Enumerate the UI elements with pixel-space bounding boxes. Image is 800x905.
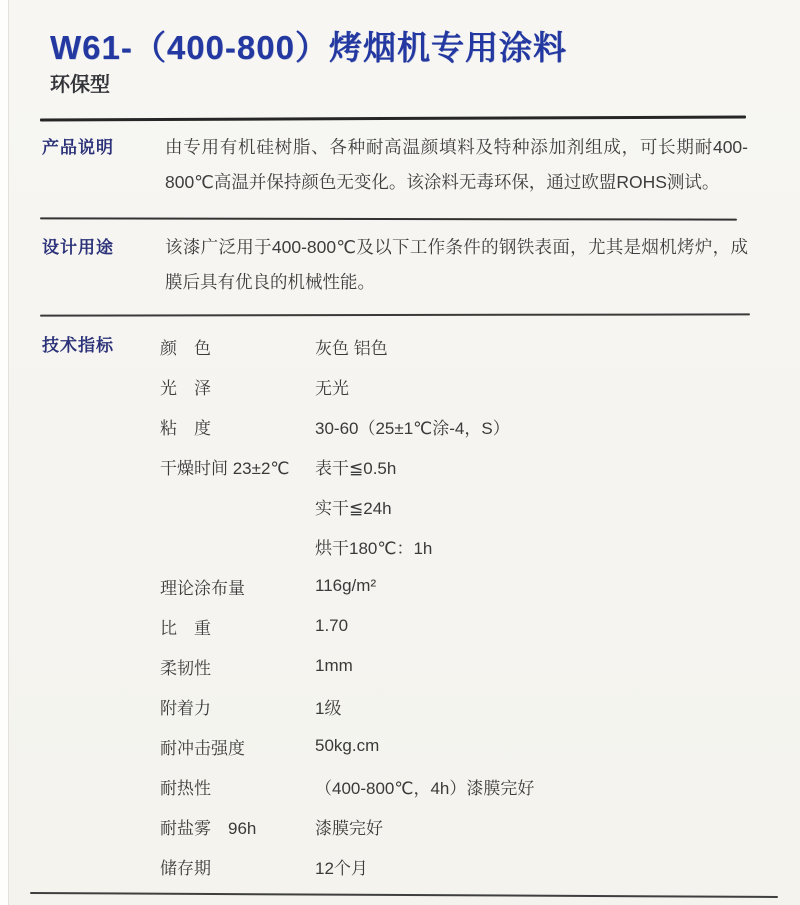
spec-value: 烘干180℃：1h: [315, 538, 433, 558]
spec-value: 无光: [315, 378, 349, 398]
spec-table: [160, 326, 760, 886]
section-label: 设计用途: [42, 238, 114, 257]
spec-row: [160, 846, 760, 886]
spec-name: 耐热性: [160, 778, 211, 798]
spec-row: [160, 806, 760, 846]
spec-row: [160, 406, 760, 446]
spec-name: 颜 色: [160, 338, 211, 358]
spec-value: 灰色 铝色: [315, 338, 388, 358]
scan-edge-strip: [0, 0, 9, 905]
section-technical-specs: [0, 316, 800, 886]
spec-row: [160, 606, 760, 646]
spec-row: [160, 326, 760, 366]
spec-value: 1.70: [315, 616, 349, 635]
spec-value: 漆膜完好: [315, 818, 383, 838]
spec-name: 耐冲击强度: [160, 738, 245, 758]
spec-row: [160, 446, 760, 486]
spec-value: 30-60（25±1℃涂-4，S）: [315, 418, 510, 438]
spec-name: 理论涂布量: [160, 578, 245, 598]
spec-name: 粘 度: [160, 418, 211, 438]
spec-value: （400-800℃，4h）漆膜完好: [315, 778, 535, 798]
spec-value: 表干≦0.5h: [315, 458, 397, 478]
spec-row: [160, 766, 760, 806]
section-text: 该漆广泛用于400-800℃及以下工作条件的钢铁表面，尤其是烟机烤炉，成膜后具有优良的机械性能。: [165, 237, 748, 292]
spec-row: [160, 526, 760, 566]
spec-name: 附着力: [160, 698, 211, 718]
spec-value: 50kg.cm: [315, 736, 380, 755]
spec-value: 1mm: [315, 656, 353, 675]
product-title: W61-（400-800）烤烟机专用涂料: [50, 29, 567, 66]
spec-row: [160, 486, 760, 526]
spec-name: 耐盐雾 96h: [160, 818, 257, 838]
section-design-purpose: [0, 220, 800, 314]
spec-name: 干燥时间 23±2℃: [160, 458, 290, 478]
document-header: [0, 0, 800, 97]
spec-row: [160, 366, 760, 406]
spec-row: [160, 566, 760, 606]
spec-row: [160, 686, 760, 726]
spec-name: 储存期: [160, 858, 211, 878]
divider: [30, 892, 778, 898]
spec-name: 柔韧性: [160, 658, 211, 678]
spec-value: 116g/m²: [315, 576, 377, 595]
spec-name: 比 重: [160, 618, 211, 638]
section-label: 技术指标: [42, 336, 114, 355]
section-product-description: [0, 120, 800, 214]
section-text: 由专用有机硅树脂、各种耐高温颜填料及特种添加剂组成，可长期耐400-800℃高温并保持颜色无变化。该涂料无毒环保，通过欧盟ROHS测试。: [165, 137, 748, 192]
spec-name: 光 泽: [160, 378, 211, 398]
spec-value: 实干≦24h: [315, 498, 392, 518]
spec-value: 12个月: [315, 858, 368, 878]
spec-row: [160, 646, 760, 686]
section-label: 产品说明: [42, 138, 114, 157]
spec-value: 1级: [315, 698, 342, 718]
product-subtitle: 环保型: [50, 74, 110, 96]
spec-row: [160, 726, 760, 766]
